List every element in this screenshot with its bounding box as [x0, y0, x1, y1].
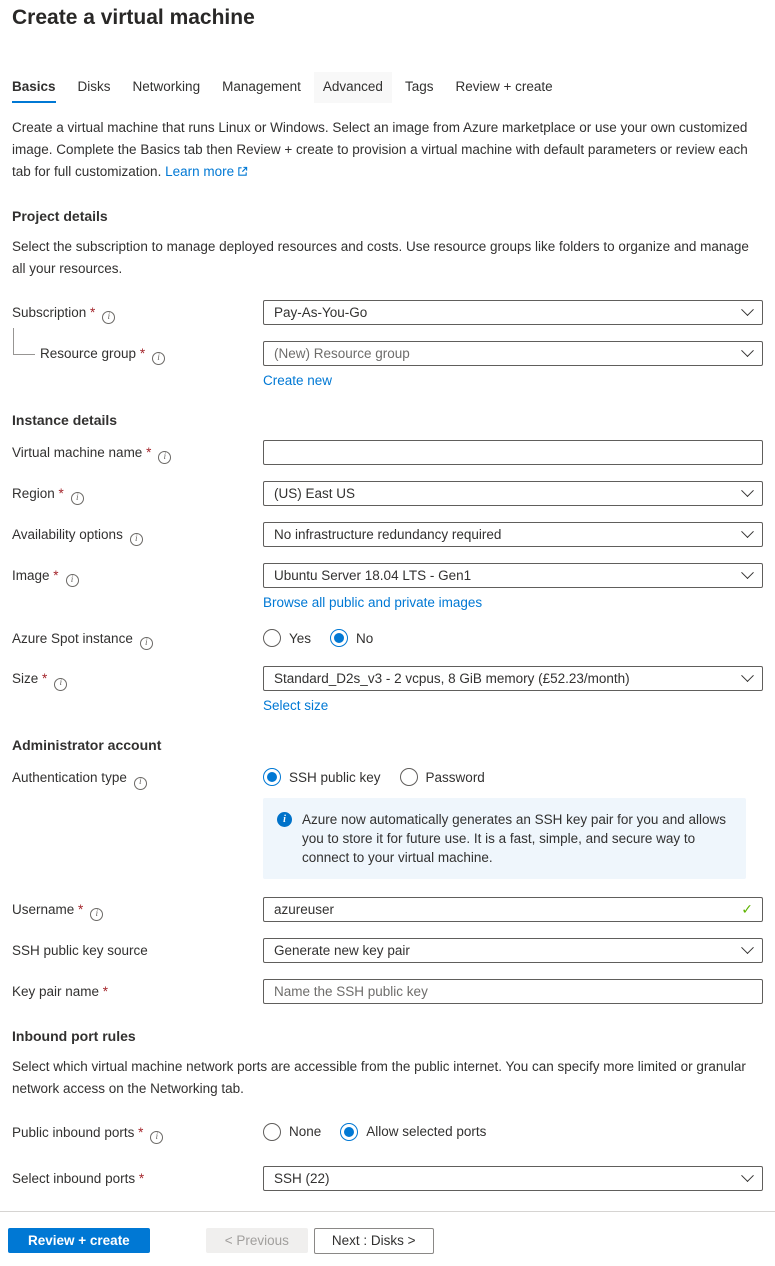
allow-selected-ports-radio[interactable]: Allow selected ports: [340, 1123, 486, 1141]
ssh-key-source-row: [12, 938, 763, 963]
size-label-col: [12, 666, 263, 690]
vm-name-row: [12, 440, 763, 465]
radio-selected-icon: [330, 629, 348, 647]
info-icon[interactable]: [71, 492, 84, 505]
inbound-port-rules-heading: Inbound port rules: [12, 1027, 136, 1044]
previous-button[interactable]: < Previous: [206, 1228, 308, 1253]
azure-spot-radio-group: [263, 626, 763, 647]
spot-yes-radio[interactable]: Yes: [263, 629, 311, 647]
chevron-down-icon: [741, 525, 754, 538]
select-inbound-ports-row: [12, 1166, 763, 1191]
region-row: [12, 481, 763, 506]
subscription-label-col: [12, 300, 263, 324]
tab-advanced[interactable]: Advanced: [314, 72, 392, 103]
none-radio[interactable]: None: [263, 1123, 321, 1141]
select-inbound-ports-dropdown[interactable]: SSH (22): [263, 1166, 763, 1191]
chevron-down-icon: [741, 303, 754, 316]
tab-basics[interactable]: Basics: [3, 72, 65, 103]
vm-name-label: Virtual machine name *: [12, 445, 151, 460]
tab-disks[interactable]: Disks: [77, 79, 111, 94]
tab-review-create[interactable]: Review + create: [455, 79, 553, 94]
ssh-info-row: [12, 798, 763, 879]
key-pair-name-label-col: [12, 979, 263, 1000]
chevron-down-icon: [741, 566, 754, 579]
instance-details-heading: Instance details: [12, 412, 118, 428]
select-size-link[interactable]: Select size: [263, 698, 329, 714]
tree-connector: [13, 328, 35, 355]
footer-actions: [12, 1228, 763, 1254]
ssh-key-source-label: SSH public key source: [12, 942, 148, 958]
browse-images-link[interactable]: Browse all public and private images: [263, 595, 483, 610]
tab-management[interactable]: Management: [222, 79, 301, 94]
vm-name-label-col: [12, 440, 263, 464]
select-inbound-label: Select inbound ports *: [12, 1171, 144, 1186]
radio-icon: [263, 629, 281, 647]
radio-selected-icon: [263, 768, 281, 786]
tab-bar: [12, 72, 763, 103]
auth-type-label: Authentication type: [12, 770, 127, 786]
region-label: Region *: [12, 486, 64, 501]
project-details-description: Select the subscription to manage deployed resources and costs. Use resource groups like folders to organize and manage all your resources.: [12, 239, 749, 276]
info-icon[interactable]: [54, 678, 67, 691]
region-label-col: [12, 481, 263, 505]
availability-dropdown[interactable]: No infrastructure redundancy required: [263, 522, 763, 547]
availability-label: Availability options: [12, 527, 123, 542]
availability-options-row: [12, 522, 763, 547]
subscription-label: Subscription *: [12, 305, 95, 320]
image-label: Image *: [12, 568, 59, 583]
page-title: Create a virtual machine: [12, 6, 255, 29]
next-disks-button[interactable]: Next : Disks >: [314, 1228, 434, 1254]
public-inbound-ports-row: [12, 1120, 763, 1144]
ssh-key-source-label-col: [12, 938, 263, 959]
project-details-heading: Project details: [12, 208, 108, 224]
info-icon[interactable]: [90, 908, 103, 921]
ssh-key-source-dropdown[interactable]: Generate new key pair: [263, 938, 763, 963]
key-pair-name-label: Key pair name *: [12, 984, 108, 999]
auth-type-label-col: [12, 765, 263, 789]
info-icon[interactable]: [140, 637, 153, 650]
info-icon[interactable]: [134, 777, 147, 790]
tab-tags[interactable]: Tags: [404, 79, 434, 94]
ssh-info-text: Azure now automatically generates an SSH key pair for you and allows you to store it for future use. It is a fast, simple, and secure way to connect to your virtual machine.: [302, 811, 726, 865]
key-pair-name-input[interactable]: [263, 979, 763, 1004]
username-input[interactable]: [263, 897, 763, 922]
chevron-down-icon: [741, 484, 754, 497]
public-inbound-radio-group: [263, 1120, 763, 1141]
subscription-row: [12, 300, 763, 325]
auth-type-radio-group: [263, 765, 763, 786]
region-dropdown[interactable]: (US) East US: [263, 481, 763, 506]
azure-spot-row: [12, 626, 763, 650]
info-filled-icon: [277, 812, 292, 827]
image-row: [12, 563, 763, 610]
external-link-icon: [237, 162, 248, 184]
review-create-button[interactable]: Review + create: [8, 1228, 150, 1253]
username-row: [12, 897, 763, 922]
size-dropdown[interactable]: Standard_D2s_v3 - 2 vcpus, 8 GiB memory (£52.23/month): [263, 666, 763, 691]
size-row: [12, 666, 763, 713]
select-inbound-label-col: [12, 1166, 263, 1187]
availability-label-col: [12, 522, 263, 546]
password-radio[interactable]: Password: [400, 768, 485, 786]
auth-type-row: [12, 765, 763, 789]
chevron-down-icon: [741, 1169, 754, 1182]
public-inbound-label-col: [12, 1120, 263, 1144]
resource-group-row: [12, 341, 763, 388]
resource-group-label-col: [12, 341, 263, 365]
ssh-info-box: [263, 798, 746, 879]
info-icon[interactable]: [66, 574, 79, 587]
info-icon[interactable]: [130, 533, 143, 546]
azure-spot-label-col: [12, 626, 263, 650]
username-label: Username *: [12, 902, 83, 917]
chevron-down-icon: [741, 670, 754, 683]
vm-name-input[interactable]: [263, 440, 763, 465]
info-icon[interactable]: [152, 352, 165, 365]
resource-group-dropdown[interactable]: (New) Resource group: [263, 341, 763, 366]
administrator-account-heading: Administrator account: [12, 737, 162, 754]
inbound-port-rules-description: Select which virtual machine network ports are accessible from the public internet. You can specify more limited or granular network access on the Networking tab.: [12, 1058, 746, 1096]
subscription-dropdown[interactable]: Pay-As-You-Go: [263, 300, 763, 325]
radio-icon: [263, 1123, 281, 1141]
info-icon[interactable]: [102, 311, 115, 324]
chevron-down-icon: [741, 941, 754, 954]
info-icon[interactable]: [158, 451, 171, 464]
image-label-col: [12, 563, 263, 587]
size-label: Size *: [12, 671, 47, 686]
intro-text: Create a virtual machine that runs Linux or Windows. Select an image from Azure marketplace or use your own customized image. Complete the Basics tab then Review + create to provision a virtual machine with default parameters or review each tab for full customization. Learn more: [12, 117, 763, 184]
ssh-public-key-radio[interactable]: SSH public key: [263, 768, 381, 786]
create-new-link[interactable]: Create new: [263, 373, 333, 388]
image-dropdown[interactable]: Ubuntu Server 18.04 LTS - Gen1: [263, 563, 763, 588]
radio-selected-icon: [340, 1123, 358, 1141]
key-pair-name-row: [12, 979, 763, 1004]
chevron-down-icon: [741, 344, 754, 357]
learn-more-link[interactable]: Learn more: [165, 164, 235, 179]
azure-spot-label: Azure Spot instance: [12, 631, 133, 646]
username-label-col: [12, 897, 263, 921]
public-inbound-label: Public inbound ports *: [12, 1125, 143, 1140]
spot-no-radio[interactable]: No: [330, 629, 373, 647]
radio-icon: [400, 768, 418, 786]
tab-networking[interactable]: Networking: [132, 79, 201, 94]
resource-group-label: Resource group *: [40, 346, 145, 361]
info-icon[interactable]: [150, 1131, 163, 1144]
footer-divider: [0, 1211, 775, 1212]
